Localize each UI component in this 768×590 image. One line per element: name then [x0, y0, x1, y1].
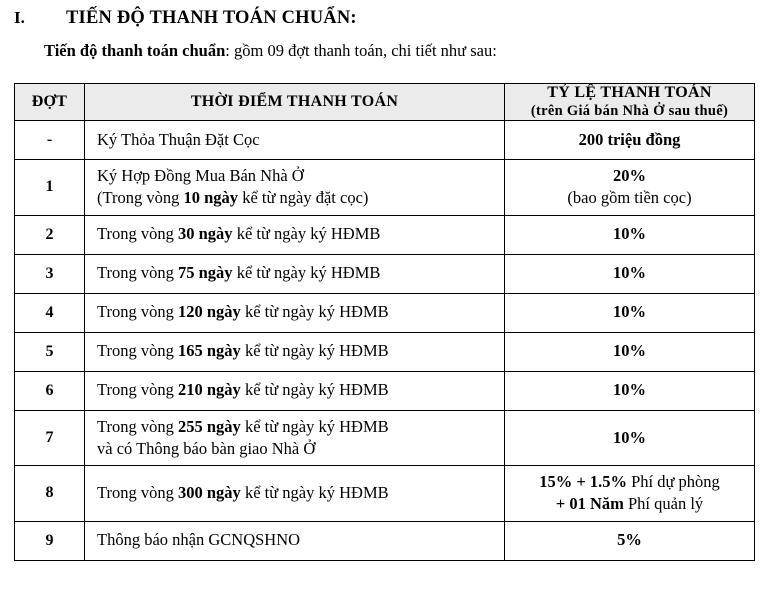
section-heading — [0, 0, 768, 29]
cell-installment-number: - — [15, 121, 85, 160]
payment-time-line: Trong vòng 210 ngày kể từ ngày ký HĐMB — [97, 380, 389, 400]
table-row — [15, 371, 755, 410]
cell-payment-time — [85, 332, 505, 371]
table-row — [15, 254, 755, 293]
table-row — [15, 410, 755, 466]
cell-installment-number: 8 — [15, 466, 85, 522]
header-row — [15, 84, 755, 121]
cell-payment-rate — [505, 293, 755, 332]
intro-bold: Tiến độ thanh toán chuẩn — [44, 41, 226, 60]
payment-rate-line: 20% — [613, 166, 646, 185]
cell-installment-number: 9 — [15, 521, 85, 560]
payment-time-line: Trong vòng 255 ngày kể từ ngày ký HĐMB — [97, 416, 389, 436]
intro-paragraph — [0, 29, 768, 61]
payment-rate-line: + 01 Năm Phí quản lý — [555, 494, 704, 514]
payment-rate-line: 10% — [613, 302, 646, 322]
intro-rest: : gồm 09 đợt thanh toán, chi tiết như sau: — [225, 41, 497, 60]
cell-payment-time — [85, 371, 505, 410]
payment-rate-line: (bao gồm tiền cọc) — [567, 188, 692, 208]
cell-payment-time — [85, 215, 505, 254]
cell-installment-number: 2 — [15, 215, 85, 254]
cell-payment-rate — [505, 215, 755, 254]
table-row — [15, 293, 755, 332]
cell-installment-number: 4 — [15, 293, 85, 332]
cell-payment-rate — [505, 410, 755, 466]
payment-rate-line: 10% — [613, 341, 646, 361]
cell-payment-rate — [505, 466, 755, 522]
table-row — [15, 521, 755, 560]
table-header — [15, 84, 755, 121]
payment-rate-line: 10% — [613, 263, 646, 283]
payment-time-line: (Trong vòng 10 ngày kể từ ngày đặt cọc) — [97, 188, 369, 208]
cell-payment-time — [85, 293, 505, 332]
table-body — [15, 121, 755, 561]
payment-rate-line: 5% — [617, 530, 642, 550]
cell-payment-rate — [505, 521, 755, 560]
cell-payment-rate — [505, 371, 755, 410]
payment-time-line: Trong vòng 165 ngày kể từ ngày ký HĐMB — [97, 341, 389, 361]
cell-payment-rate — [505, 332, 755, 371]
payment-rate-line: 200 triệu đồng — [578, 129, 681, 149]
cell-installment-number: 7 — [15, 410, 85, 466]
table-row — [15, 466, 755, 522]
payment-time-line: Ký Hợp Đồng Mua Bán Nhà Ở — [97, 166, 304, 185]
cell-installment-number: 1 — [15, 160, 85, 216]
header-rate-main: TỶ LỆ THANH TOÁN — [547, 84, 712, 101]
cell-payment-time — [85, 466, 505, 522]
payment-time-line: Trong vòng 300 ngày kể từ ngày ký HĐMB — [97, 483, 389, 503]
cell-payment-time — [85, 160, 505, 216]
payment-time-line: Trong vòng 120 ngày kể từ ngày ký HĐMB — [97, 302, 389, 322]
cell-payment-rate — [505, 254, 755, 293]
header-time: THỜI ĐIỂM THANH TOÁN — [85, 84, 505, 121]
payment-rate-line: 15% + 1.5% Phí dự phòng — [539, 472, 720, 492]
cell-installment-number: 3 — [15, 254, 85, 293]
cell-payment-rate — [505, 121, 755, 160]
section-numeral: I. — [14, 8, 25, 27]
payment-time-line: Ký Thỏa Thuận Đặt Cọc — [97, 129, 260, 149]
cell-payment-time — [85, 410, 505, 466]
payment-time-line: và có Thông báo bàn giao Nhà Ở — [97, 438, 316, 458]
cell-payment-time — [85, 254, 505, 293]
cell-payment-time — [85, 521, 505, 560]
table-row — [15, 160, 755, 216]
payment-rate-line: 10% — [613, 427, 646, 447]
header-rate — [505, 84, 755, 121]
payment-rate-line: 10% — [613, 224, 646, 244]
cell-installment-number: 6 — [15, 371, 85, 410]
header-rate-sub: (trên Giá bán Nhà Ở sau thuế) — [530, 103, 729, 119]
payment-schedule-table — [14, 83, 755, 561]
payment-rate-line: 10% — [613, 380, 646, 400]
table-row — [15, 121, 755, 160]
payment-time-line: Trong vòng 30 ngày kể từ ngày ký HĐMB — [97, 224, 381, 244]
table-row — [15, 332, 755, 371]
page-title: TIẾN ĐỘ THANH TOÁN CHUẨN: — [66, 8, 357, 28]
cell-payment-rate — [505, 160, 755, 216]
table-row — [15, 215, 755, 254]
cell-installment-number: 5 — [15, 332, 85, 371]
payment-time-line: Trong vòng 75 ngày kể từ ngày ký HĐMB — [97, 263, 381, 283]
cell-payment-time — [85, 121, 505, 160]
header-dot: ĐỢT — [15, 84, 85, 121]
payment-time-line: Thông báo nhận GCNQSHNO — [97, 530, 301, 550]
